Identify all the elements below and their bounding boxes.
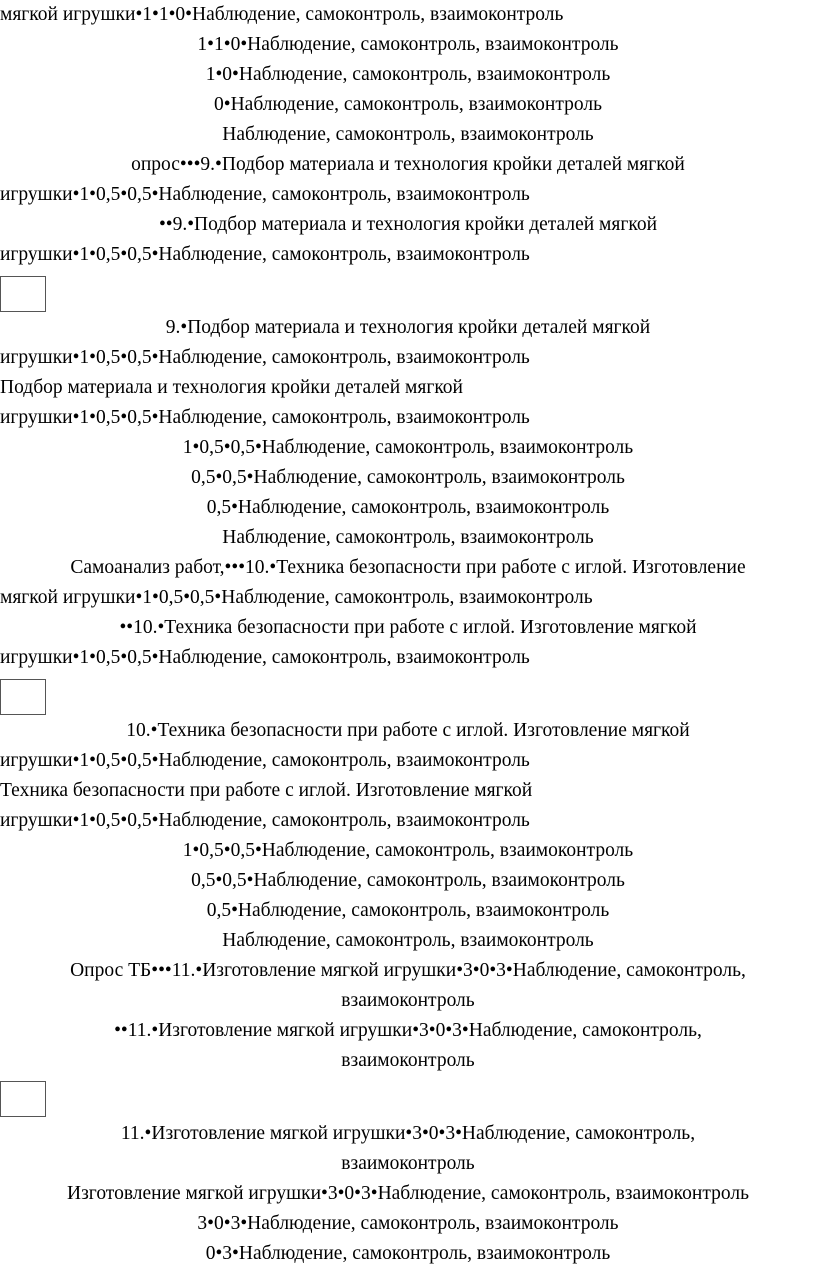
text-line: взаимоконтроль: [341, 990, 475, 1011]
text-line: 0,5•0,5•Наблюдение, самоконтроль, взаимоконтроль: [191, 467, 625, 488]
text-line: Наблюдение, самоконтроль, взаимоконтроль: [222, 527, 594, 548]
text-line: 11.•Изготовление мягкой игрушки•3•0•3•Наблюдение, самоконтроль,: [120, 1123, 696, 1144]
text-line: игрушки•1•0,5•0,5•Наблюдение, самоконтроль, взаимоконтроль: [0, 810, 530, 831]
text-line: Изготовление мягкой игрушки•3•0•3•Наблюдение, самоконтроль, взаимоконтроль: [67, 1183, 749, 1204]
text-line: ••10.•Техника безопасности при работе с иглой. Изготовление мягкой: [119, 617, 697, 638]
text-line: игрушки•1•0,5•0,5•Наблюдение, самоконтроль, взаимоконтроль: [0, 244, 530, 265]
text-line: игрушки•1•0,5•0,5•Наблюдение, самоконтроль, взаимоконтроль: [0, 347, 530, 368]
text-line: опрос•••9.•Подбор материала и технология кройки деталей мягкой: [131, 154, 685, 175]
empty-table-cell: [0, 276, 46, 312]
text-line: игрушки•1•0,5•0,5•Наблюдение, самоконтроль, взаимоконтроль: [0, 184, 530, 205]
text-line: 9.•Подбор материала и технология кройки деталей мягкой: [165, 317, 651, 338]
text-line: 1•0•Наблюдение, самоконтроль, взаимоконтроль: [205, 64, 611, 85]
text-line: мягкой игрушки•1•1•0•Наблюдение, самоконтроль, взаимоконтроль: [0, 4, 564, 25]
text-line: 3•0•3•Наблюдение, самоконтроль, взаимоконтроль: [197, 1213, 619, 1234]
text-line: ••11.•Изготовление мягкой игрушки•3•0•3•Наблюдение, самоконтроль,: [114, 1020, 702, 1041]
text-line: 1•0,5•0,5•Наблюдение, самоконтроль, взаимоконтроль: [182, 840, 634, 861]
text-line: 1•0,5•0,5•Наблюдение, самоконтроль, взаимоконтроль: [182, 437, 634, 458]
text-line: 0,5•Наблюдение, самоконтроль, взаимоконтроль: [206, 900, 610, 921]
text-line: мягкой игрушки•1•0,5•0,5•Наблюдение, самоконтроль, взаимоконтроль: [0, 587, 593, 608]
text-line: игрушки•1•0,5•0,5•Наблюдение, самоконтроль, взаимоконтроль: [0, 407, 530, 428]
text-line: взаимоконтроль: [341, 1153, 475, 1174]
empty-table-cell: [0, 679, 46, 715]
text-line: 0•3•Наблюдение, самоконтроль, взаимоконтроль: [205, 1243, 611, 1264]
text-line: Техника безопасности при работе с иглой. Изготовление мягкой: [0, 780, 533, 801]
text-line: 0,5•Наблюдение, самоконтроль, взаимоконтроль: [206, 497, 610, 518]
text-line: взаимоконтроль: [341, 1050, 475, 1071]
text-line: 1•1•0•Наблюдение, самоконтроль, взаимоконтроль: [197, 34, 619, 55]
text-line: Наблюдение, самоконтроль, взаимоконтроль: [222, 930, 594, 951]
text-line: Самоанализ работ,•••10.•Техника безопасности при работе с иглой. Изготовление: [70, 557, 746, 578]
text-line: Наблюдение, самоконтроль, взаимоконтроль: [222, 124, 594, 145]
empty-table-cell: [0, 1081, 46, 1117]
text-line: 10.•Техника безопасности при работе с иглой. Изготовление мягкой: [126, 720, 690, 741]
text-line: ••9.•Подбор материала и технология кройки деталей мягкой: [158, 214, 658, 235]
text-line: Опрос ТБ•••11.•Изготовление мягкой игрушки•3•0•3•Наблюдение, самоконтроль,: [70, 960, 746, 981]
text-line: 0•Наблюдение, самоконтроль, взаимоконтроль: [214, 94, 602, 115]
text-line: игрушки•1•0,5•0,5•Наблюдение, самоконтроль, взаимоконтроль: [0, 647, 530, 668]
text-line: 0,5•0,5•Наблюдение, самоконтроль, взаимоконтроль: [191, 870, 625, 891]
text-line: Подбор материала и технология кройки деталей мягкой: [0, 377, 463, 398]
text-line: игрушки•1•0,5•0,5•Наблюдение, самоконтроль, взаимоконтроль: [0, 750, 530, 771]
